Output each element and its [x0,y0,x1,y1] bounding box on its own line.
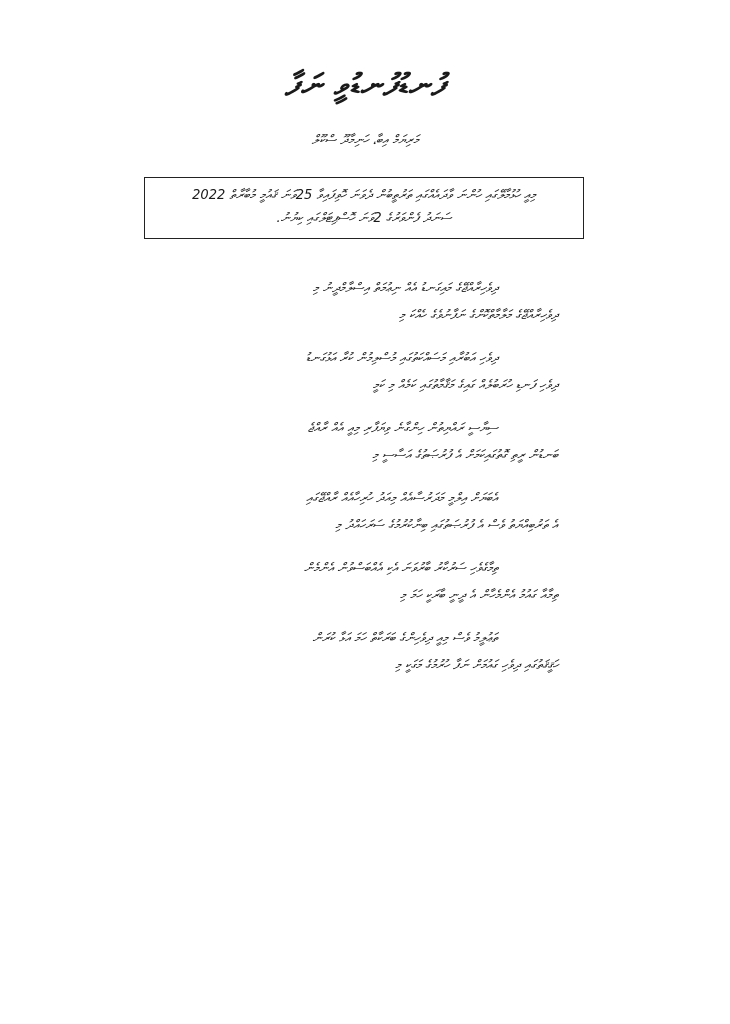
verse-line: ހަޤީޤަތުގައި ދިވެހި ގައުމަށް ނަފާ ހުރުމުގެ މަގަކީ މި [395,658,558,673]
verse-line: ދިވެހިރާއްޖޭގެ މައިގަނޑު އެއް ނިޢުމަތް އިސްލާމްދީނު މި [312,281,498,296]
stanza [140,345,590,415]
stanza [140,415,590,485]
poem-title: ފުނޑުފުނޑުވީ ނަފާ [284,68,446,103]
verse-line: އެބަޔަށް އިލްމީ މަދަރުސާއެއް މިއަދު ހުރިހާއެއް ރާއްޖޭގައި [306,491,498,506]
note-line: ސަނަދު ފެންވަރުގެ 2ވަނަ ހޮސްޕިޓަލްގައި ކިޔުނު. [276,211,452,226]
verse-line: ތަޢުލީމު ވެސް މިއީ ދިވެހިންގެ ބަރަކާތް ހަމަ އަޅާ ކުރަން [312,631,498,646]
verse-line: ތިމާއާ ގައުމު އެންމެހާން އެ ދީނީ ބާރަކީ ހަމަ މި [400,588,558,603]
poem-body [140,275,590,695]
verse-line: ދިވެހިރާއްޖޭގެ މަލާމާތްކޮށްގެ ނަފާނުވެގެ ހެއްކަ މި [399,308,558,323]
author-byline: މަރިޔަމް އިބާ، ހަނިމާދޫ ސްކޫލް [311,133,419,148]
stanza [140,485,590,555]
verse-line: ދިވެހި އަބުރާއި މަސައްކަތުގައި މުސްލިމުން ކުރާ އަޅުގަނޑު [305,351,498,366]
verse-line: އެ ތަރުބިއްޔަތު ވެސް އެ ފުރުޞަތުގައި ބިނާކުރުމުގެ ސަރަހައްދު މި [335,518,558,533]
note-line: މިއީ ހުޅުމާލޭގައި ހުންނަ ވާދައެއްގައި ތަރުތީބުން ދެވަނަ ހޮވިފައިވާ 25ވަނަ ޤައުމީ މުބާރާތް 2022 [192,188,536,203]
verse-line: ސިޔާސީ ރައްޔިތުން ހިންގާނެ ވިޔަފާރި މިއީ އެއް ރާއްޖެ [307,421,498,436]
verse-line: ތިމާގެވެހި ސަރުކާރު ބާރުވަނަ އެކި އެއްބަސްވުން އެންމެން [304,561,498,576]
stanza [140,275,590,345]
stanza [140,625,590,695]
stanza [140,555,590,625]
verse-line: ބަނޑުން ރީތި ގޮތުގައިކަމަށް އެ ފުރުޞަތުގެ އަސާސީ މި [372,448,558,463]
note-box [144,177,584,239]
verse-line: ދިވެހި ފަނޑި ހުރަބުލެއް ގައިގެ މަޤާމާތުގައި ކަމެއް މި ކަމީ [372,378,558,393]
